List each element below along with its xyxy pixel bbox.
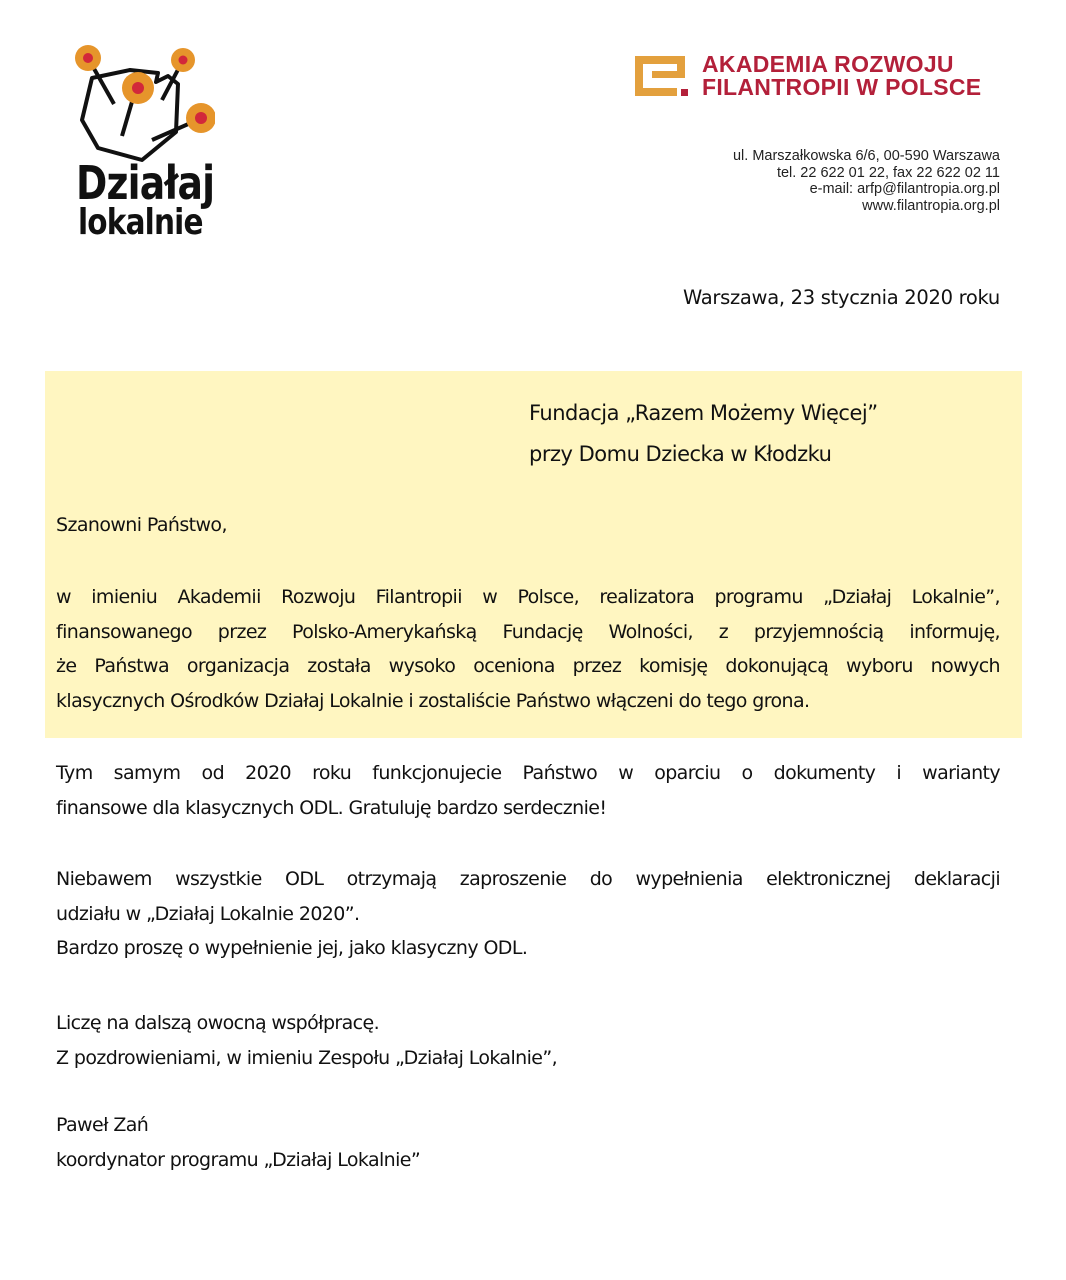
flowers-pocket-icon [70, 40, 215, 165]
address-street: ul. Marszałkowska 6/6, 00-590 Warszawa [732, 148, 1000, 164]
flower-icon [75, 45, 101, 71]
paragraph-line: Bardzo proszę o wypełnienie jej, jako klasyczny ODL. [56, 937, 528, 959]
flower-icon [171, 48, 195, 72]
paragraph-3 [56, 862, 1000, 966]
recipient-line1: Fundacja „Razem Możemy Więcej” [529, 401, 878, 425]
flower-icon [186, 103, 215, 133]
paragraph-line: Niebawem wszystkie ODL otrzymają zaproszenie do wypełnienia elektronicznej deklaracji [56, 868, 1000, 890]
arfp-mark-icon [632, 53, 688, 99]
paragraph-line: finansowe dla klasycznych ODL. Gratuluję bardzo serdecznie! [56, 796, 607, 819]
arfp-logo [632, 50, 1012, 102]
paragraph-line: Z pozdrowieniami, w imieniu Zespołu „Działaj Lokalnie”, [56, 1046, 558, 1069]
greeting: Szanowni Państwo, [56, 514, 227, 536]
paragraph-1 [56, 580, 1000, 718]
paragraph-4 [56, 1006, 1000, 1075]
arfp-name [702, 53, 981, 99]
logo-text-line1: Działaj [76, 156, 215, 210]
address-email[interactable]: e-mail: arfp@filantropia.org.pl [809, 181, 1000, 197]
address-phone: tel. 22 622 01 22, fax 22 622 02 11 [776, 164, 1000, 181]
logo-text-line2: lokalnie [78, 202, 203, 243]
paragraph-line: udziału w „Działaj Lokalnie 2020”. [56, 902, 360, 925]
arfp-name-line2: FILANTROPII W POLSCE [702, 74, 982, 100]
paragraph-line: Tym samym od 2020 roku funkcjonujecie Państwo w oparciu o dokumenty i warianty [56, 762, 1000, 784]
paragraph-line: klasycznych Ośrodków Działaj Lokalnie i zostaliście Państwo włączeni do tego grona. [56, 689, 810, 712]
flower-icon [122, 72, 154, 104]
arfp-name-line1: AKADEMIA ROZWOJU [702, 51, 954, 77]
signature [56, 1108, 1000, 1177]
address-website[interactable]: www.filantropia.org.pl [862, 197, 1000, 214]
letter-date: Warszawa, 23 stycznia 2020 roku [683, 286, 1000, 309]
paragraph-2 [56, 756, 1000, 825]
signature-name: Paweł Zań [56, 1114, 149, 1136]
paragraph-line: w imieniu Akademii Rozwoju Filantropii w Polsce, realizatora programu „Działaj Lokalnie”, [56, 586, 1000, 608]
paragraph-line: finansowanego przez Polsko-Amerykańską Fundację Wolności, z przyjemnością informuję, [56, 620, 1000, 643]
dzialaj-lokalnie-logo [70, 40, 215, 250]
recipient-line2: przy Domu Dziecka w Kłodzku [529, 442, 832, 466]
recipient [529, 393, 878, 475]
sender-address [733, 148, 1000, 214]
paragraph-line: Liczę na dalszą owocną współpracę. [56, 1012, 380, 1034]
paragraph-line: że Państwa organizacja została wysoko oceniona przez komisję dokonującą wyboru nowych [56, 655, 1000, 677]
signature-title: koordynator programu „Działaj Lokalnie” [56, 1148, 421, 1171]
